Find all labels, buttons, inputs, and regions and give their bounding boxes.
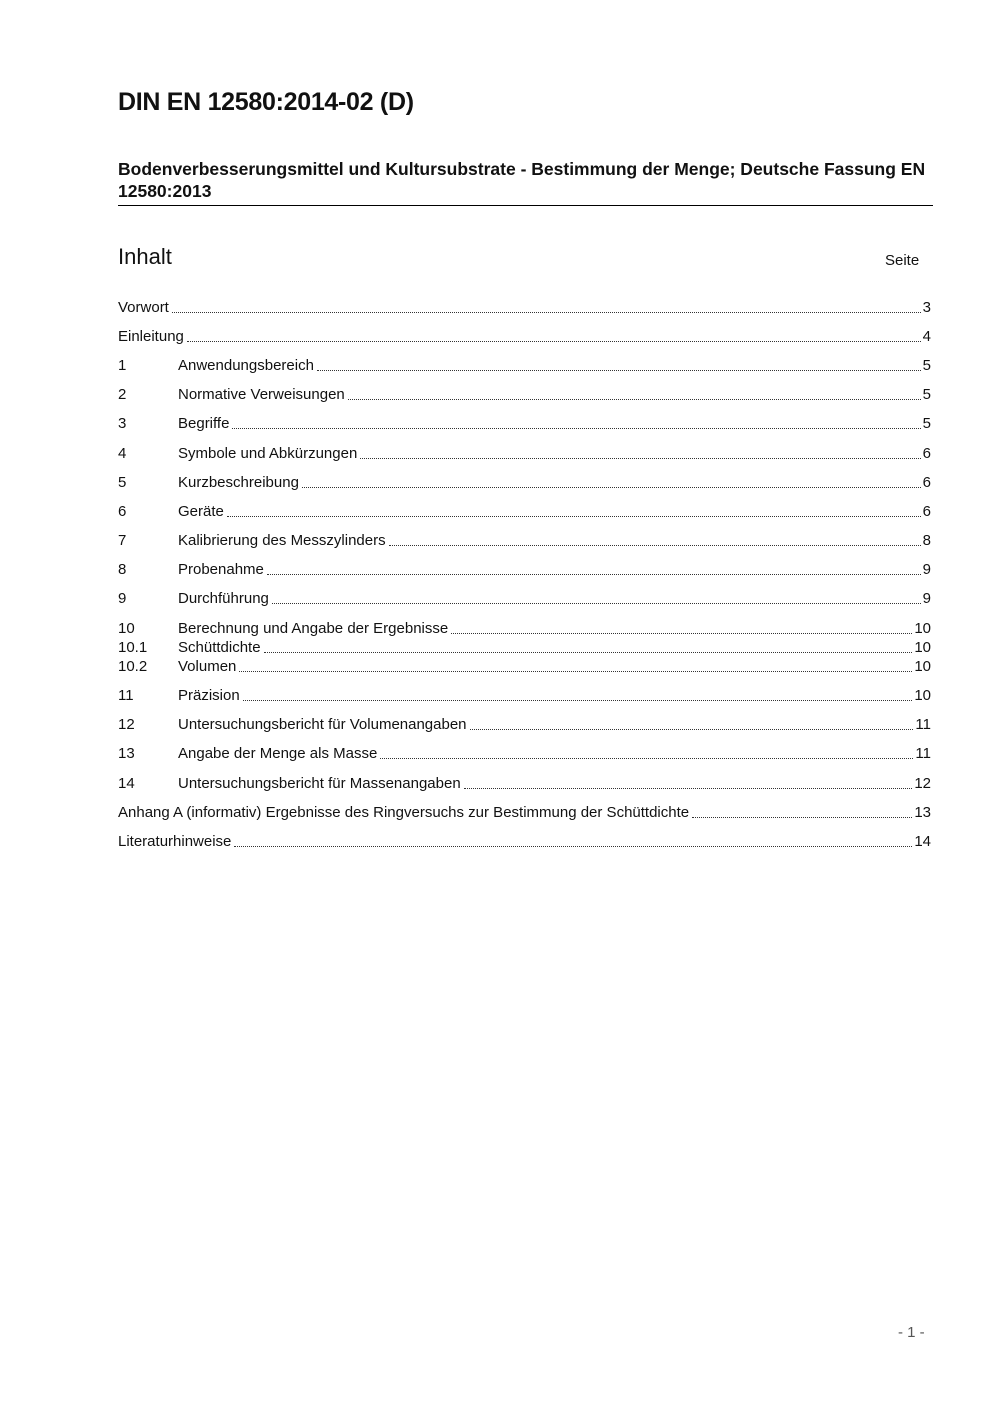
dot-leader [227,515,921,517]
toc-entry[interactable] [118,560,931,580]
toc-entry-page: 14 [914,833,931,850]
dot-leader [470,728,914,730]
toc-entry[interactable] [118,832,931,852]
dot-leader [234,845,912,847]
toc-entry-number: 9 [118,590,127,607]
toc-entry-page: 11 [915,716,931,733]
dot-leader [302,486,921,488]
toc-entry[interactable] [118,502,931,522]
toc-entry[interactable] [118,444,931,464]
toc-entry-label: Präzision [178,687,240,704]
toc-entry-page: 9 [922,590,931,607]
toc-entry[interactable] [118,473,931,493]
dot-leader [267,573,921,575]
toc-entry-page: 3 [922,299,931,316]
toc-entry-number: 4 [118,445,127,462]
toc-entry-number: 11 [118,687,134,704]
dot-leader [317,369,921,371]
toc-entry-number: 6 [118,503,127,520]
toc-entry-number: 12 [118,716,135,733]
dot-leader [264,651,913,653]
toc-entry-label: Durchführung [178,590,269,607]
toc-entry-number: 8 [118,561,127,578]
toc-page-column-label: Seite [885,252,920,269]
toc-entry-label: Einleitung [118,328,184,345]
toc-entry[interactable] [118,803,931,823]
dot-leader [692,816,912,818]
toc-entry[interactable] [118,298,931,318]
toc-entry[interactable] [118,774,931,794]
toc-entry-page: 10 [914,658,931,675]
toc-entry-page: 10 [914,687,931,704]
toc-entry-number: 3 [118,415,127,432]
dot-leader [380,757,913,759]
toc-entry-page: 9 [922,561,931,578]
toc-entry-page: 6 [922,503,931,520]
toc-entry-number: 10 [118,620,135,637]
toc-entry-label: Untersuchungsbericht für Volumenangaben [178,716,467,733]
toc-entry-page: 5 [922,357,931,374]
toc-entry-label: Schüttdichte [178,639,261,656]
toc-entry-number: 2 [118,386,127,403]
toc-entry-number: 10.2 [118,658,148,675]
toc-entry-label: Volumen [178,658,237,675]
dot-leader [239,670,912,672]
dot-leader [187,340,921,342]
toc-entry-number: 10.1 [118,639,148,656]
document-title: DIN EN 12580:2014-02 (D) [118,88,414,116]
dot-leader [172,311,921,313]
page-number: - 1 - [898,1324,925,1341]
toc-entry[interactable] [118,657,931,677]
toc-entry[interactable] [118,414,931,434]
dot-leader [464,787,913,789]
toc-entry-page: 8 [922,532,931,549]
dot-leader [389,544,921,546]
toc-entry[interactable] [118,385,931,405]
toc-entry[interactable] [118,589,931,609]
toc-entry[interactable] [118,744,931,764]
toc-entry[interactable] [118,686,931,706]
toc-entry[interactable] [118,715,931,735]
toc-entry-label: Anhang A (informativ) Ergebnisse des Ringversuchs zur Bestimmung der Schüttdichte [118,804,690,821]
dot-leader [243,699,913,701]
toc-entry-number: 14 [118,775,135,792]
toc-entry-page: 6 [922,474,931,491]
toc-entry[interactable] [118,327,931,347]
toc-entry-label: Anwendungsbereich [178,357,314,374]
toc-entry-label: Probenahme [178,561,264,578]
toc-entry-label: Berechnung und Angabe der Ergebnisse [178,620,449,637]
toc-entry-number: 7 [118,532,127,549]
toc-entry-page: 4 [922,328,931,345]
toc-entry-label: Literaturhinweise [118,833,232,850]
dot-leader [232,427,920,429]
dot-leader [360,457,920,459]
toc-entry-label: Symbole und Abkürzungen [178,445,358,462]
toc-entry[interactable] [118,619,931,639]
dot-leader [272,602,921,604]
toc-entry-label: Untersuchungsbericht für Massenangaben [178,775,461,792]
toc-entry-label: Kurzbeschreibung [178,474,299,491]
toc-entry-page: 6 [922,445,931,462]
toc-entry-page: 12 [914,775,931,792]
toc-entry-page: 10 [914,639,931,656]
dot-leader [348,398,921,400]
dot-leader [451,632,912,634]
toc-entry-number: 13 [118,745,135,762]
toc-entry-page: 13 [914,804,931,821]
toc-entry[interactable] [118,356,931,376]
toc-entry[interactable] [118,638,931,658]
toc-entry-number: 5 [118,474,127,491]
toc-entry-label: Angabe der Menge als Masse [178,745,378,762]
toc-entry-page: 5 [922,386,931,403]
toc-entry-number: 1 [118,357,127,374]
toc-entry-label: Begriffe [178,415,230,432]
toc-entry-page: 11 [915,745,931,762]
toc-entry-label: Geräte [178,503,224,520]
document-subtitle: Bodenverbesserungsmittel und Kultursubstrate - Bestimmung der Menge; Deutsche Fassung EN 12580:2013 [118,158,933,206]
toc-entry-page: 10 [914,620,931,637]
toc-entry-label: Normative Verweisungen [178,386,345,403]
toc-entry-label: Kalibrierung des Messzylinders [178,532,386,549]
toc-entry-label: Vorwort [118,299,169,316]
toc-entry-page: 5 [922,415,931,432]
toc-heading: Inhalt [118,244,172,269]
toc-entry[interactable] [118,531,931,551]
